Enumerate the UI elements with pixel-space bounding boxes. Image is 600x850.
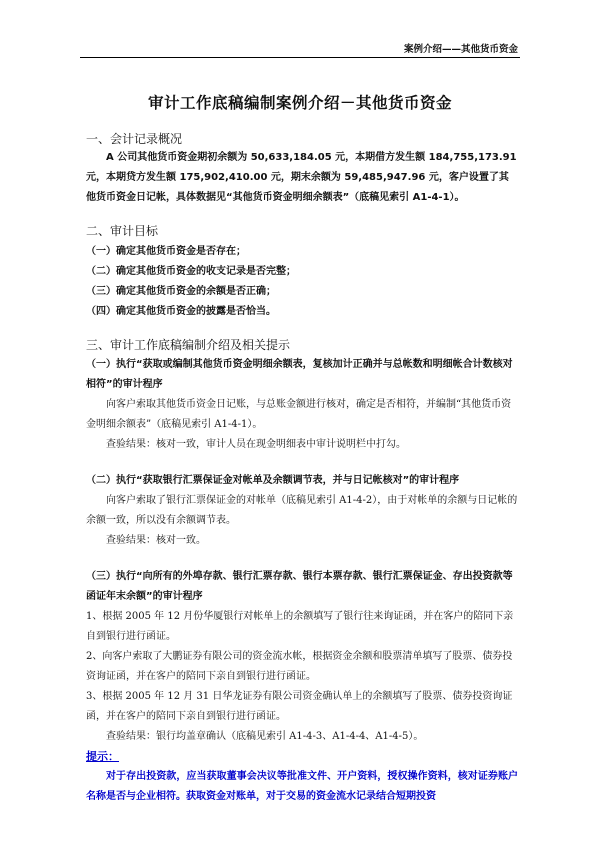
objective-item: （一）确定其他货币资金是否存在；	[86, 246, 246, 257]
procedure-heading-1: （一）执行“获取或编制其他货币资金明细余额表，复核加计正确并与总帐数和明细帐合计数核对相符”的审计程序	[86, 359, 513, 390]
document-body	[86, 130, 518, 807]
procedure-heading-3: （三）执行“向所有的外埠存款、银行汇票存款、银行本票存款、银行汇票保证金、存出投资款等函证年末余额”的审计程序	[86, 571, 513, 602]
procedure-2-result: 查验结果：核对一致。	[106, 535, 206, 546]
procedure-2-text: 向客户索取了银行汇票保证金的对帐单（底稿见索引 A1-4-2），由于对帐单的余额与日记帐的余额一致，所以没有余额调节表。	[86, 495, 518, 526]
confirmation-item: 1、根据 2005 年 12 月份华厦银行对帐单上的余额填写了银行往来询证函，并在客户的陪同下亲自到银行进行函证。	[86, 611, 514, 642]
tip-text: 对于存出投资款，应当获取董事会决议等批准文件、开户资料，授权操作资料，核对证券账户名称是否与企业相符。获取资金对账单，对于交易的资金流水记录结合短期投资	[86, 771, 518, 802]
tip-label: 提示：	[86, 750, 119, 763]
section-heading-workpapers: 三、审计工作底稿编制介绍及相关提示	[86, 338, 291, 352]
objective-item: （二）确定其他货币资金的收支记录是否完整；	[86, 266, 296, 277]
records-paragraph: A 公司其他货币资金期初余额为 50,633,184.05 元，本期借方发生额 184,755,173.91 元，本期贷方发生额 175,902,410.00 元，期末余额为 59,485,947.96 元，客户设置了其他货币资金日记帐，具体数据见“其他货币资金明细余额表”（底稿见索引 A1-4-1）。	[86, 152, 517, 203]
procedure-heading-2: （二）执行“获取银行汇票保证金对帐单及余额调节表，并与日记帐核对”的审计程序	[86, 475, 460, 486]
procedure-1-result: 查验结果：核对一致，审计人员在现金明细表中审计说明栏中打勾。	[106, 439, 406, 450]
objective-item: （三）确定其他货币资金的余额是否正确；	[86, 286, 276, 297]
procedure-1-text: 向客户索取其他货币资金日记账，与总账金额进行核对，确定是否相符，并编制“其他货币资金明细余额表”（底稿见索引 A1-4-1）。	[86, 399, 512, 430]
procedure-3-result: 查验结果：银行均盖章确认（底稿见索引 A1-4-3、A1-4-4、A1-4-5）。	[106, 731, 424, 742]
confirmation-item: 2、向客户索取了大鹏证券有限公司的资金流水帐，根据资金余额和股票清单填写了股票、债券投资询证函，并在客户的陪同下亲自到银行进行函证。	[86, 651, 513, 682]
section-heading-records: 一、会计记录概况	[86, 132, 183, 146]
header-rule	[80, 57, 520, 58]
page-title: 审计工作底稿编制案例介绍－其他货币资金	[147, 94, 452, 112]
running-header: 案例介绍——其他货币资金	[403, 44, 518, 55]
confirmation-item: 3、根据 2005 年 12 月 31 日华龙证券有限公司资金确认单上的余额填写了股票、债券投资询证函，并在客户的陪同下亲自到银行进行函证。	[86, 691, 513, 722]
objective-item: （四）确定其他货币资金的披露是否恰当。	[86, 306, 276, 317]
objectives-list	[86, 242, 518, 322]
section-heading-objectives: 二、审计目标	[86, 224, 159, 238]
